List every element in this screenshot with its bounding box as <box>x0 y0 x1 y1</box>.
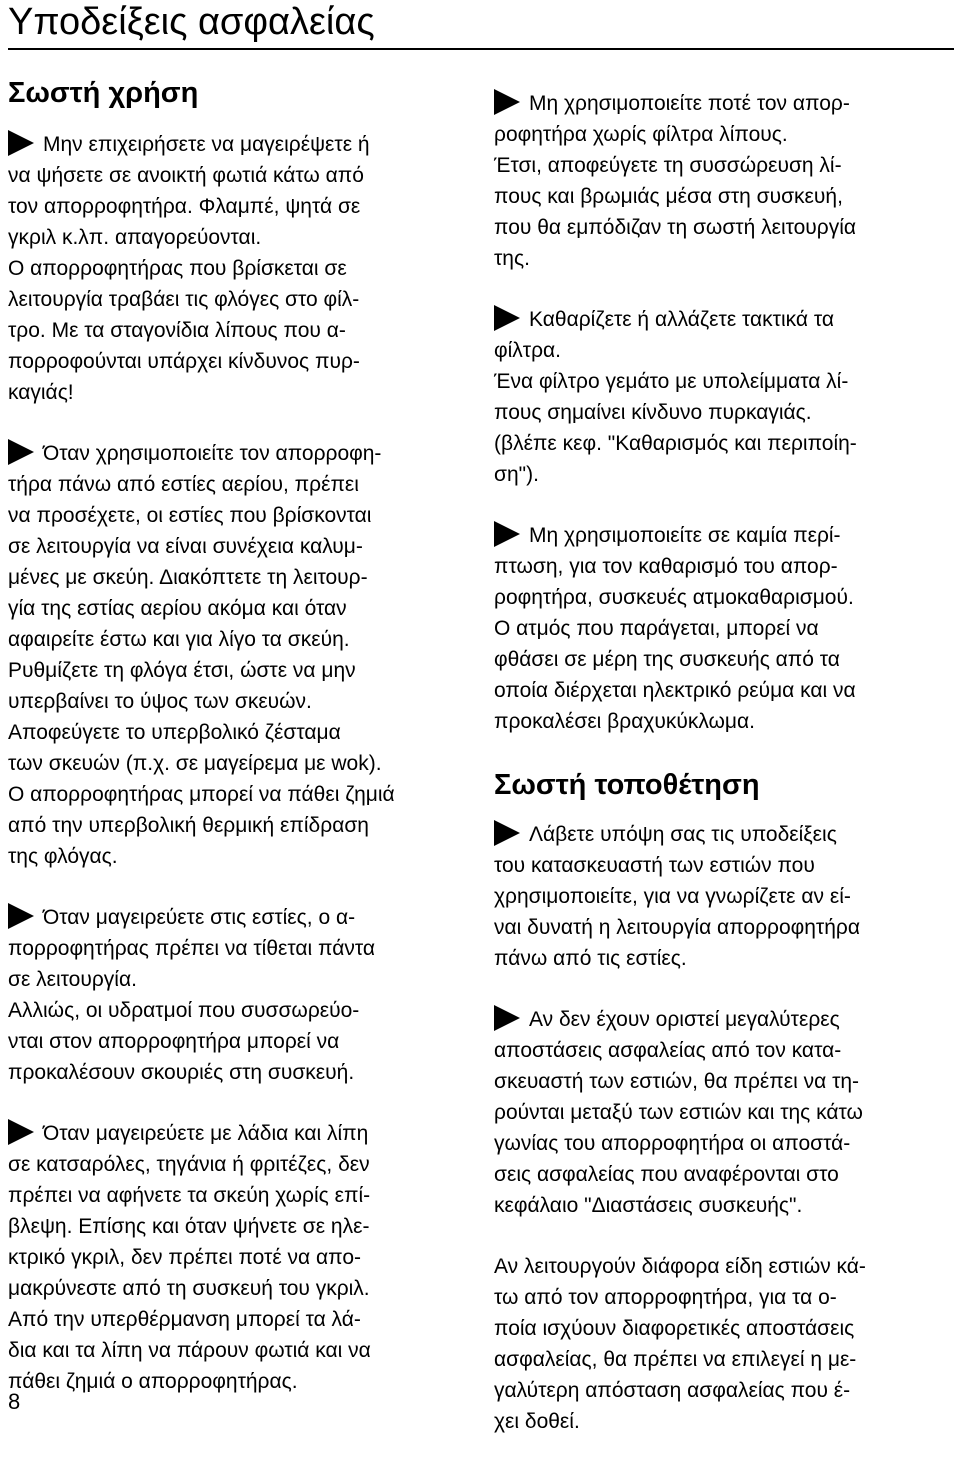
line-text: Ο απορροφητήρας μπορεί να πάθει ζημιά <box>8 783 395 806</box>
line-text: Ρυθμίζετε τη φλόγα έτσι, ώστε να μην <box>8 659 356 682</box>
line-text: δια και τα λίπη να πάρουν φωτιά και να <box>8 1339 371 1362</box>
paragraph-line <box>8 1211 468 1242</box>
right-paragraphs-bottom <box>494 819 954 1437</box>
page-title: Υποδείξεις ασφαλείας <box>8 1 375 43</box>
line-text: λειτουργία τραβάει τις φλόγες στο φίλ- <box>8 288 360 311</box>
line-text: γαλύτερη απόσταση ασφαλείας που έ- <box>494 1379 851 1402</box>
paragraph-line <box>8 1304 468 1335</box>
line-text: μακρύνεστε από τη συσκευή του γκριλ. <box>8 1277 370 1300</box>
safety-paragraph <box>494 1251 954 1437</box>
line-text: νται στον απορροφητήρα μπορεί να <box>8 1030 340 1053</box>
line-text: (βλέπε κεφ. "Καθαρισμός και περιποίη- <box>494 432 857 455</box>
paragraph-line <box>8 1180 468 1211</box>
line-text: γκριλ κ.λπ. απαγορεύονται. <box>8 226 262 249</box>
paragraph-line <box>494 119 954 150</box>
paragraph-line <box>494 644 954 675</box>
paragraph-line <box>494 675 954 706</box>
line-text: πους σημαίνει κίνδυνο πυρκαγιάς. <box>494 401 812 424</box>
line-text: γωνίας του απορροφητήρα οι αποστά- <box>494 1132 851 1155</box>
bullet-arrow-icon <box>494 521 520 547</box>
paragraph-line <box>8 284 468 315</box>
paragraph-line <box>8 346 468 377</box>
line-text: βλεψη. Επίσης και όταν ψήνετε σε ηλε- <box>8 1215 370 1238</box>
paragraph-line <box>8 717 468 748</box>
paragraph-line <box>494 943 954 974</box>
line-text: ροφητήρα χωρίς φίλτρα λίπους. <box>494 123 788 146</box>
page-number: 8 <box>8 1389 21 1414</box>
bullet-arrow-icon <box>8 130 34 156</box>
paragraph-line <box>494 1344 954 1375</box>
paragraph-line <box>8 1273 468 1304</box>
bullet-arrow-icon <box>8 903 34 929</box>
line-text: Ο απορροφητήρας που βρίσκεται σε <box>8 257 347 280</box>
line-text: του κατασκευαστή των εστιών που <box>494 854 815 877</box>
paragraph-line <box>8 129 468 160</box>
line-text: μένες με σκεύη. Διακόπτετε τη λειτουρ- <box>8 566 368 589</box>
line-text: τον απορροφητήρα. Φλαμπέ, ψητά σε <box>8 195 361 218</box>
paragraph-line <box>494 1159 954 1190</box>
paragraph-line <box>8 315 468 346</box>
paragraph-line <box>494 212 954 243</box>
safety-paragraph <box>494 1004 954 1221</box>
paragraph-line <box>8 562 468 593</box>
paragraph-line <box>494 1282 954 1313</box>
line-text: ασφαλείας, θα πρέπει να επιλεγεί η με- <box>494 1348 857 1371</box>
paragraph-line <box>494 1406 954 1437</box>
paragraph-line <box>494 1128 954 1159</box>
line-text: Όταν μαγειρεύετε με λάδια και λίπη <box>43 1122 369 1145</box>
paragraph-line <box>8 1366 468 1397</box>
line-text: πάνω από τις εστίες. <box>494 947 687 970</box>
line-text: χρησιμοποιείτε, για να γνωρίζετε αν εί- <box>494 885 851 908</box>
paragraph-line <box>494 335 954 366</box>
paragraph-line <box>8 933 468 964</box>
paragraph-line <box>8 1118 468 1149</box>
section-heading-correct-use: Σωστή χρήση <box>8 77 199 109</box>
line-text: σε λειτουργία να είναι συνέχεια καλυμ- <box>8 535 363 558</box>
line-text: Μη χρησιμοποιείτε ποτέ τον απορ- <box>529 92 850 115</box>
line-text: Ένα φίλτρο γεμάτο με υπολείμματα λί- <box>494 370 849 393</box>
line-text: πάθει ζημιά ο απορροφητήρας. <box>8 1370 298 1393</box>
line-text: αφαιρείτε έστω και για λίγο τα σκεύη. <box>8 628 350 651</box>
paragraph-line <box>494 912 954 943</box>
safety-paragraph <box>494 819 954 974</box>
line-text: σε λειτουργία. <box>8 968 137 991</box>
paragraph-line <box>494 459 954 490</box>
line-text: Λάβετε υπόψη σας τις υποδείξεις <box>529 823 837 846</box>
safety-paragraph <box>494 88 954 274</box>
line-text: Όταν χρησιμοποιείτε τον απορροφη- <box>43 442 382 465</box>
line-text: σκευαστή των εστιών, θα πρέπει να τη- <box>494 1070 860 1093</box>
paragraph-line <box>8 160 468 191</box>
safety-paragraph <box>494 304 954 490</box>
line-text: αποστάσεις ασφαλείας από τον κατα- <box>494 1039 842 1062</box>
left-column <box>8 70 468 1427</box>
line-text: σεις ασφαλείας που αναφέρονται στο <box>494 1163 839 1186</box>
line-text: των σκευών (π.χ. σε μαγείρεμα με wok). <box>8 752 382 775</box>
line-text: Έτσι, αποφεύγετε τη συσσώρευση λί- <box>494 154 842 177</box>
paragraph-line <box>8 902 468 933</box>
line-text: να ψήσετε σε ανοικτή φωτιά κάτω από <box>8 164 364 187</box>
line-text: ση"). <box>494 463 539 486</box>
line-text: Μη χρησιμοποιείτε σε καμία περί- <box>529 524 841 547</box>
paragraph-line <box>494 1313 954 1344</box>
paragraph-line <box>8 531 468 562</box>
bullet-arrow-icon <box>494 1005 520 1031</box>
right-paragraphs-top <box>494 88 954 737</box>
paragraph-line <box>8 1335 468 1366</box>
line-text: πτωση, για τον καθαρισμό του απορ- <box>494 555 838 578</box>
line-text: της φλόγας. <box>8 845 118 868</box>
line-text: να προσέχετε, οι εστίες που βρίσκονται <box>8 504 372 527</box>
paragraph-line <box>8 1057 468 1088</box>
line-text: τω από τον απορροφητήρα, για τα ο- <box>494 1286 837 1309</box>
paragraph-line <box>8 1149 468 1180</box>
paragraph-line <box>8 222 468 253</box>
line-text: Αλλιώς, οι υδρατμοί που συσσωρεύο- <box>8 999 360 1022</box>
line-text: που θα εμπόδιζαν τη σωστή λειτουργία <box>494 216 857 239</box>
line-text: υπερβαίνει το ύψος των σκευών. <box>8 690 312 713</box>
paragraph-line <box>494 1375 954 1406</box>
paragraph-line <box>8 191 468 222</box>
bullet-arrow-icon <box>494 89 520 115</box>
paragraph-line <box>494 88 954 119</box>
bullet-arrow-icon <box>494 305 520 331</box>
paragraph-line <box>494 881 954 912</box>
line-text: ροφητήρα, συσκευές ατμοκαθαρισμού. <box>494 586 854 609</box>
paragraph-line <box>494 706 954 737</box>
line-text: Από την υπερθέρμανση μπορεί τα λά- <box>8 1308 361 1331</box>
paragraph-line <box>8 655 468 686</box>
paragraph-line <box>494 366 954 397</box>
line-text: οποία διέρχεται ηλεκτρικό ρεύμα και να <box>494 679 856 702</box>
line-text: Αν δεν έχουν οριστεί μεγαλύτερες <box>529 1008 840 1031</box>
title-divider <box>8 48 954 50</box>
safety-paragraph <box>494 520 954 737</box>
line-text: ρούνται μεταξύ των εστιών και της κάτω <box>494 1101 863 1124</box>
paragraph-line <box>494 850 954 881</box>
line-text: γία της εστίας αερίου ακόμα και όταν <box>8 597 347 620</box>
paragraph-line <box>8 964 468 995</box>
paragraph-line <box>494 243 954 274</box>
line-text: Καθαρίζετε ή αλλάζετε τακτικά τα <box>529 308 834 331</box>
paragraph-line <box>8 500 468 531</box>
paragraph-line <box>8 1242 468 1273</box>
bullet-arrow-icon <box>494 820 520 846</box>
paragraph-line <box>494 520 954 551</box>
safety-paragraph <box>8 438 468 872</box>
paragraph-line <box>494 1004 954 1035</box>
paragraph-line <box>494 1066 954 1097</box>
paragraph-line <box>494 1251 954 1282</box>
paragraph-line <box>494 304 954 335</box>
paragraph-line <box>494 613 954 644</box>
paragraph-line <box>8 810 468 841</box>
line-text: από την υπερβολική θερμική επίδραση <box>8 814 369 837</box>
line-text: φθάσει σε μέρη της συσκευής από τα <box>494 648 840 671</box>
safety-paragraph <box>8 1118 468 1397</box>
line-text: προκαλέσουν σκουριές στη συσκευή. <box>8 1061 355 1084</box>
paragraph-line <box>494 1097 954 1128</box>
paragraph-line <box>494 150 954 181</box>
line-text: προκαλέσει βραχυκύκλωμα. <box>494 710 755 733</box>
line-text: κεφάλαιο "Διαστάσεις συσκευής". <box>494 1194 803 1217</box>
line-text: Μην επιχειρήσετε να μαγειρέψετε ή <box>43 133 370 156</box>
paragraph-line <box>494 582 954 613</box>
paragraph-line <box>494 181 954 212</box>
line-text: Όταν μαγειρεύετε στις εστίες, ο α- <box>43 906 356 929</box>
bullet-arrow-icon <box>8 1119 34 1145</box>
line-text: τήρα πάνω από εστίες αερίου, πρέπει <box>8 473 359 496</box>
paragraph-line <box>494 428 954 459</box>
right-column <box>494 88 954 1467</box>
line-text: πορροφούνται υπάρχει κίνδυνος πυρ- <box>8 350 360 373</box>
line-text: Αν λειτουργούν διάφορα είδη εστιών κά- <box>494 1255 866 1278</box>
line-text: Αποφεύγετε το υπερβολικό ζέσταμα <box>8 721 341 744</box>
safety-paragraph <box>8 129 468 408</box>
paragraph-line <box>8 469 468 500</box>
line-text: σε κατσαρόλες, τηγάνια ή φριτέζες, δεν <box>8 1153 370 1176</box>
section-heading-correct-installation: Σωστή τοποθέτηση <box>494 769 760 801</box>
left-paragraphs <box>8 129 468 1397</box>
paragraph-line <box>8 686 468 717</box>
safety-paragraph <box>8 902 468 1088</box>
line-text: καγιάς! <box>8 381 74 404</box>
line-text: πους και βρωμιάς μέσα στη συσκευή, <box>494 185 843 208</box>
paragraph-line <box>8 748 468 779</box>
paragraph-line <box>8 779 468 810</box>
line-text: ποία ισχύουν διαφορετικές αποστάσεις <box>494 1317 855 1340</box>
line-text: πορροφητήρας πρέπει να τίθεται πάντα <box>8 937 375 960</box>
bullet-arrow-icon <box>8 439 34 465</box>
line-text: της. <box>494 247 530 270</box>
paragraph-line <box>8 253 468 284</box>
line-text: ναι δυνατή η λειτουργία απορροφητήρα <box>494 916 860 939</box>
line-text: πρέπει να αφήνετε τα σκεύη χωρίς επί- <box>8 1184 371 1207</box>
line-text: φίλτρα. <box>494 339 561 362</box>
paragraph-line <box>494 819 954 850</box>
paragraph-line <box>494 1035 954 1066</box>
paragraph-line <box>8 995 468 1026</box>
line-text: Ο ατμός που παράγεται, μπορεί να <box>494 617 819 640</box>
line-text: τρο. Με τα σταγονίδια λίπους που α- <box>8 319 346 342</box>
line-text: χει δοθεί. <box>494 1410 580 1433</box>
paragraph-line <box>8 841 468 872</box>
paragraph-line <box>8 377 468 408</box>
paragraph-line <box>494 551 954 582</box>
paragraph-line <box>494 397 954 428</box>
paragraph-line <box>8 438 468 469</box>
paragraph-line <box>8 593 468 624</box>
paragraph-line <box>494 1190 954 1221</box>
line-text: κτρικό γκριλ, δεν πρέπει ποτέ να απο- <box>8 1246 362 1269</box>
paragraph-line <box>8 1026 468 1057</box>
paragraph-line <box>8 624 468 655</box>
